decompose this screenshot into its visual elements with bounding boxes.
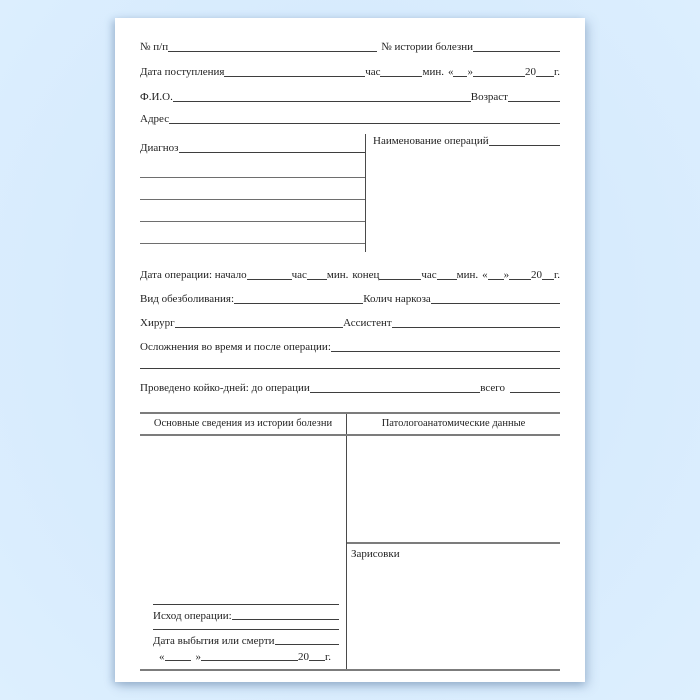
op-end-label: конец bbox=[352, 269, 380, 281]
death-year-line bbox=[309, 660, 325, 661]
operation-name-line bbox=[489, 145, 560, 146]
hour-line bbox=[380, 76, 422, 77]
op-start-min-line bbox=[307, 279, 327, 280]
history-pathology-table bbox=[140, 412, 560, 671]
pathology-cell bbox=[347, 436, 560, 669]
admission-date-label: Дата поступления bbox=[140, 66, 225, 78]
outcome-line bbox=[232, 619, 339, 620]
row-death-date-detail bbox=[159, 650, 331, 664]
quote-close: » bbox=[467, 66, 473, 78]
serial-no-line bbox=[168, 51, 377, 52]
hour-label: час bbox=[365, 66, 381, 78]
op-end-line bbox=[379, 279, 421, 280]
death-day-line bbox=[165, 660, 191, 661]
death-blank-line bbox=[153, 629, 339, 630]
surgery-journal-form-sheet bbox=[115, 18, 585, 682]
diagnosis-blank-line bbox=[140, 178, 365, 200]
quote-open: « bbox=[159, 651, 165, 663]
row-operation-date bbox=[140, 268, 560, 283]
row-address bbox=[140, 112, 560, 127]
quote-open: « bbox=[447, 66, 454, 78]
diagnosis-blank-line bbox=[140, 156, 365, 178]
surgeon-label: Хирург bbox=[140, 317, 175, 329]
table-header-pathology: Патологоанатомические данные bbox=[381, 418, 526, 429]
op-day-line bbox=[488, 279, 504, 280]
quote-close: » bbox=[503, 269, 510, 281]
age-label: Возраст bbox=[470, 91, 508, 103]
bed-days-label: Проведено койко-дней: до операции bbox=[140, 382, 310, 394]
year-line bbox=[536, 76, 554, 77]
operations-column bbox=[366, 134, 560, 252]
complications-label: Осложнения во время и после операции: bbox=[140, 341, 331, 353]
table-body-row bbox=[140, 436, 560, 669]
anesthesia-qty-line bbox=[431, 303, 560, 304]
operation-date-label: Дата операции: начало bbox=[140, 269, 247, 281]
address-label: Адрес bbox=[140, 113, 170, 125]
table-header-row bbox=[140, 414, 560, 436]
diagnosis-operations-block bbox=[140, 134, 560, 252]
total-label: всего bbox=[480, 382, 505, 394]
complications-line bbox=[331, 351, 560, 352]
address-line bbox=[169, 123, 560, 124]
pathology-empty-area bbox=[347, 436, 560, 544]
assistant-label: Ассистент bbox=[343, 317, 392, 329]
op-month-line bbox=[509, 279, 531, 280]
history-cell bbox=[140, 436, 347, 669]
op-start-line bbox=[247, 279, 292, 280]
diagnosis-label: Диагноз bbox=[140, 142, 179, 154]
operation-name-label: Наименование операций bbox=[373, 135, 489, 147]
surgeon-line bbox=[175, 327, 343, 328]
assistant-line bbox=[392, 327, 560, 328]
row-admission-date bbox=[140, 65, 560, 80]
table-header-history: Основные сведения из истории болезни bbox=[140, 414, 347, 434]
complications-extra-line bbox=[140, 368, 560, 369]
diagnosis-column bbox=[140, 134, 366, 252]
bed-days-total-line bbox=[510, 392, 560, 393]
year-prefix: 20 bbox=[524, 66, 536, 78]
minute-label: мин. bbox=[456, 269, 479, 281]
hour-label: час bbox=[421, 269, 437, 281]
row-operation-name bbox=[373, 134, 560, 149]
bed-days-before-line bbox=[310, 392, 480, 393]
anesthesia-qty-label: Колич наркоза bbox=[363, 293, 431, 305]
month-line bbox=[473, 76, 525, 77]
year-suffix: г. bbox=[553, 66, 560, 78]
quote-close: » bbox=[195, 651, 201, 663]
history-no-label: № истории болезни bbox=[381, 41, 473, 53]
anesthesia-type-label: Вид обезболивания: bbox=[140, 293, 235, 305]
year-suffix: г. bbox=[553, 269, 560, 281]
diagnosis-blank-line bbox=[140, 200, 365, 222]
death-month-line bbox=[201, 660, 298, 661]
row-surgeon bbox=[140, 316, 560, 331]
row-serial-number bbox=[140, 40, 560, 55]
diagnosis-blank-line bbox=[140, 222, 365, 244]
anesthesia-type-line bbox=[234, 303, 363, 304]
hour-label: час bbox=[291, 269, 307, 281]
form-content bbox=[140, 40, 560, 682]
row-complications bbox=[140, 340, 560, 355]
sketches-label: Зарисовки bbox=[351, 548, 400, 560]
outcome-blank-line bbox=[153, 604, 339, 605]
year-suffix: г. bbox=[324, 651, 331, 663]
year-prefix: 20 bbox=[297, 651, 309, 663]
age-line bbox=[508, 101, 560, 102]
history-no-line bbox=[473, 51, 560, 52]
fio-label: Ф.И.О. bbox=[140, 91, 173, 103]
op-year-line bbox=[542, 279, 554, 280]
minute-label: мин. bbox=[326, 269, 349, 281]
serial-no-label: № п/п bbox=[140, 41, 169, 53]
outcome-label: Исход операции: bbox=[153, 610, 232, 622]
row-bed-days bbox=[140, 381, 560, 396]
quote-open: « bbox=[482, 269, 488, 281]
row-outcome bbox=[153, 609, 339, 623]
row-anesthesia bbox=[140, 292, 560, 307]
row-full-name bbox=[140, 90, 560, 105]
year-prefix: 20 bbox=[530, 269, 542, 281]
fio-line bbox=[173, 101, 471, 102]
death-date-line bbox=[275, 644, 339, 645]
death-date-label: Дата выбытия или смерти bbox=[153, 635, 275, 647]
op-end-min-line bbox=[437, 279, 457, 280]
diagnosis-line bbox=[179, 152, 365, 153]
day-line bbox=[453, 76, 467, 77]
admission-date-line bbox=[224, 76, 365, 77]
row-complications-extra-line bbox=[140, 368, 560, 372]
minute-label: мин. bbox=[422, 66, 444, 78]
row-death-date bbox=[153, 634, 339, 648]
row-diagnosis bbox=[140, 141, 365, 156]
